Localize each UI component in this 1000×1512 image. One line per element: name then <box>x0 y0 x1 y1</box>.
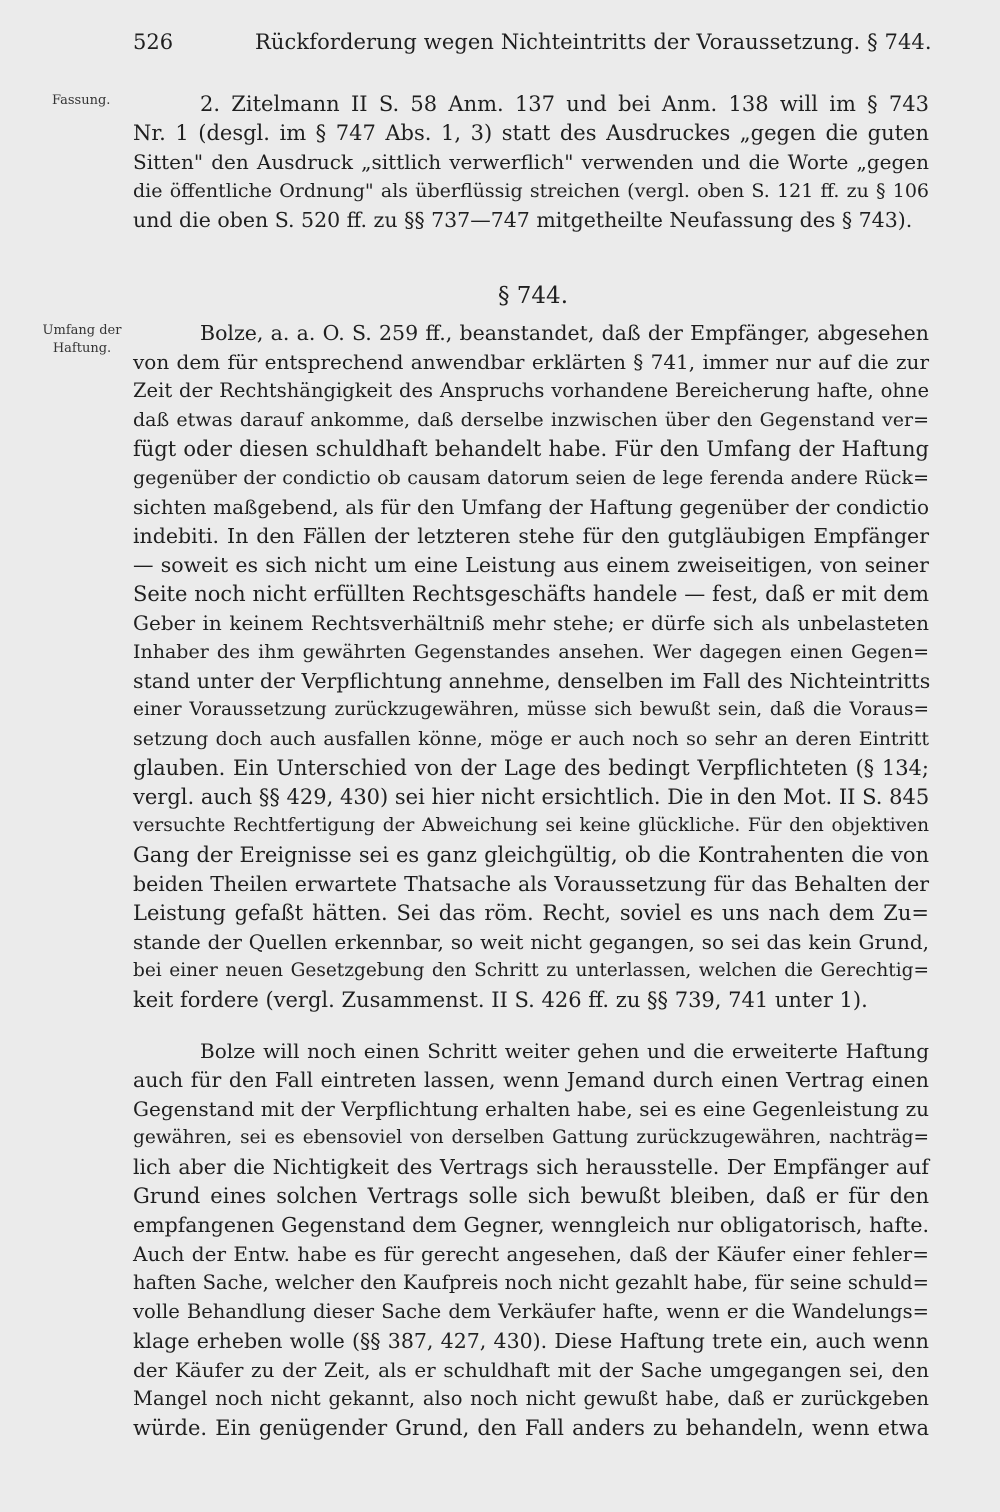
text-line: Gegenstand mit der Verpflichtung erhalten habe, sei es eine Gegenleistung zu <box>133 1097 929 1121</box>
text-line: empfangenen Gegenstand dem Gegner, wenngleich nur obligatorisch, hafte. <box>133 1213 929 1237</box>
text-line: haften Sache, welcher den Kaufpreis noch nicht gezahlt habe, für seine schuld= <box>133 1271 929 1294</box>
text-line: die öffentliche Ordnung" als überflüssig streichen (vergl. oben S. 121 ff. zu § 106 <box>133 180 929 202</box>
text-line: Zeit der Rechtshängigkeit des Anspruchs vorhandene Bereicherung hafte, ohne <box>133 379 929 402</box>
text-line: daß etwas darauf ankomme, daß derselbe inzwischen über den Gegenstand ver= <box>133 409 929 431</box>
text-line: und die oben S. 520 ff. zu §§ 737—747 mitgetheilte Neufassung des § 743). <box>133 208 913 232</box>
text-line: der Käufer zu der Zeit, als er schuldhaft mit der Sache umgegangen sei, den <box>133 1358 929 1382</box>
text-line: Sitten" den Ausdruck „sittlich verwerflich" verwenden und die Worte „gegen <box>133 150 929 174</box>
text-line: bei einer neuen Gesetzgebung den Schritt zu unterlassen, welchen die Gerechtig= <box>133 960 929 981</box>
text-line: indebiti. In den Fällen der letzteren stehe für den gutgläubigen Empfänger <box>133 524 929 548</box>
text-line: stande der Quellen erkennbar, so weit nicht gegangen, so sei das kein Grund, <box>133 930 929 954</box>
text-line: gewähren, sei es ebensoviel von derselben Gattung zurückzugewähren, nachträg= <box>133 1127 929 1148</box>
text-line: von dem für entsprechend anwendbar erklärten § 741, immer nur auf die zur <box>133 350 929 374</box>
text-line: auch für den Fall eintreten lassen, wenn Jemand durch einen Vertrag einen <box>133 1068 929 1092</box>
text-line: Seite noch nicht erfüllten Rechtsgeschäfts handele — fest, daß er mit dem <box>133 582 929 606</box>
text-line: versuchte Rechtfertigung der Abweichung sei keine glückliche. Für den objektiven <box>133 815 929 836</box>
margin-note-fassung: Fassung. <box>52 93 111 108</box>
text-line: Leistung gefaßt hätten. Sei das röm. Recht, soviel es uns nach dem Zu= <box>133 901 929 925</box>
text-line: volle Behandlung dieser Sache dem Verkäufer hafte, wenn er die Wandelungs= <box>133 1300 929 1323</box>
text-line: stand unter der Verpflichtung annehme, denselben im Fall des Nichteintritts <box>133 669 931 693</box>
text-line: fügt oder diesen schuldhaft behandelt habe. Für den Umfang der Haftung <box>133 437 929 461</box>
text-line: Auch der Entw. habe es für gerecht angesehen, daß der Käufer einer fehler= <box>133 1242 929 1266</box>
text-line: Bolze will noch einen Schritt weiter gehen und die erweiterte Haftung <box>200 1039 929 1063</box>
text-line: — soweit es sich nicht um eine Leistung aus einem zweiseitigen, von seiner <box>133 553 929 577</box>
text-line: setzung doch auch ausfallen könne, möge er auch noch so sehr an deren Eintritt <box>133 728 929 750</box>
text-line: Grund eines solchen Vertrags solle sich bewußt bleiben, daß er für den <box>133 1184 929 1208</box>
text-line: Inhaber des ihm gewährten Gegenstandes ansehen. Wer dagegen einen Gegen= <box>133 641 929 663</box>
text-line: beiden Theilen erwartete Thatsache als Voraussetzung für das Behalten der <box>133 872 929 896</box>
text-line: würde. Ein genügender Grund, den Fall anders zu behandeln, wenn etwa <box>133 1416 929 1440</box>
text-line: Bolze, a. a. O. S. 259 ff., beanstandet, daß der Empfänger, abgesehen <box>200 321 929 345</box>
text-line: einer Voraussetzung zurückzugewähren, müsse sich bewußt sein, daß die Voraus= <box>133 699 929 720</box>
section-heading: § 744. <box>497 283 569 309</box>
text-line: Gang der Ereignisse sei es ganz gleichgültig, ob die Kontrahenten die von <box>133 843 929 867</box>
text-line: gegenüber der condictio ob causam datorum seien de lege ferenda andere Rück= <box>133 467 929 489</box>
margin-note-umfang: Umfang der Haftung. <box>42 323 122 356</box>
text-line: vergl. auch §§ 429, 430) sei hier nicht ersichtlich. Die in den Mot. II S. 845 <box>133 785 930 809</box>
text-line: klage erheben wolle (§§ 387, 427, 430). Diese Haftung trete ein, auch wenn <box>133 1329 929 1353</box>
text-line: Nr. 1 (desgl. im § 747 Abs. 1, 3) statt des Ausdruckes „gegen die guten <box>133 121 929 145</box>
running-head: Rückforderung wegen Nichteintritts der Voraussetzung. § 744. <box>255 30 932 54</box>
text-line: sichten maßgebend, als für den Umfang der Haftung gegenüber der condictio <box>133 495 929 519</box>
text-line: keit fordere (vergl. Zusammenst. II S. 426 ff. zu §§ 739, 741 unter 1). <box>133 988 868 1012</box>
text-line: Mangel noch nicht gekannt, also noch nicht gewußt habe, daß er zurückgeben <box>133 1387 929 1410</box>
text-line: Geber in keinem Rechtsverhältniß mehr stehe; er dürfe sich als unbelasteten <box>133 611 929 635</box>
page-number: 526 <box>133 30 174 54</box>
text-line: lich aber die Nichtigkeit des Vertrags sich herausstelle. Der Empfänger auf <box>133 1155 929 1179</box>
text-line: glauben. Ein Unterschied von der Lage des bedingt Verpflichteten (§ 134; <box>133 756 929 780</box>
text-line: 2. Zitelmann II S. 58 Anm. 137 und bei Anm. 138 will im § 743 <box>200 92 929 116</box>
